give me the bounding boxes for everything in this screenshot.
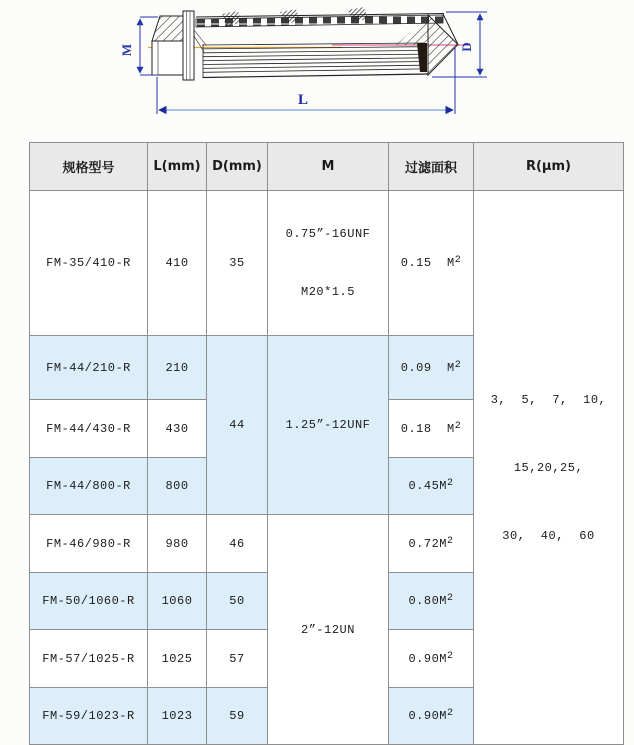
- dim-label-m: M: [119, 43, 134, 57]
- header-diameter: D(mm): [207, 143, 268, 191]
- header-thread: M: [268, 143, 389, 191]
- cell-diameter: 35: [207, 191, 268, 336]
- cell-filter-area: $0.72M^2$: [389, 515, 474, 573]
- dim-label-d: D: [459, 42, 474, 52]
- cell-length: 980: [148, 515, 207, 573]
- spec-table: [29, 142, 624, 745]
- filter-element-diagram: [0, 0, 634, 135]
- cell-model: FM-59/1023-R: [30, 688, 148, 745]
- cell-length: 430: [148, 400, 207, 458]
- cell-length: 800: [148, 458, 207, 515]
- cell-filter-area: 0.15 $M^2$: [389, 191, 474, 336]
- flange: [183, 11, 194, 80]
- cell-thread-merged: 2”-12UN: [268, 515, 389, 745]
- cell-diameter: 57: [207, 630, 268, 688]
- cell-filter-area: 0.09 $M^2$: [389, 336, 474, 400]
- cell-filter-area: 0.18 $M^2$: [389, 400, 474, 458]
- header-filter-area: 过滤面积: [389, 143, 474, 191]
- cell-model: FM-44/430-R: [30, 400, 148, 458]
- cell-model: FM-35/410-R: [30, 191, 148, 336]
- cell-filter-area: $0.45M^2$: [389, 458, 474, 515]
- cell-filter-area: $0.90M^2$: [389, 688, 474, 745]
- end-cap-left: [152, 16, 183, 75]
- header-length: L(mm): [148, 143, 207, 191]
- media-end-seal: [417, 43, 427, 72]
- cell-model: FM-44/800-R: [30, 458, 148, 515]
- cell-filter-area: $0.90M^2$: [389, 630, 474, 688]
- cell-length: 410: [148, 191, 207, 336]
- cell-model: FM-57/1025-R: [30, 630, 148, 688]
- dim-label-l: L: [297, 92, 309, 108]
- cell-diameter-merged: 44: [207, 336, 268, 515]
- header-micron-rating: R(μm): [474, 143, 624, 191]
- cell-diameter: 46: [207, 515, 268, 573]
- cell-diameter: 50: [207, 573, 268, 630]
- cell-model: FM-44/210-R: [30, 336, 148, 400]
- cell-length: 1025: [148, 630, 207, 688]
- cell-length: 210: [148, 336, 207, 400]
- cell-model: FM-46/980-R: [30, 515, 148, 573]
- cell-thread-merged: 1.25”-12UNF: [268, 336, 389, 515]
- cell-length: 1023: [148, 688, 207, 745]
- cell-diameter: 59: [207, 688, 268, 745]
- cell-micron-ratings: 3, 5, 7, 10, 15,20,25, 30, 40, 60: [474, 191, 624, 745]
- cell-thread: 0.75”-16UNF M20*1.5: [268, 191, 389, 336]
- table-header-row: [30, 143, 624, 191]
- cell-model: FM-50/1060-R: [30, 573, 148, 630]
- cell-length: 1060: [148, 573, 207, 630]
- header-model: 规格型号: [30, 143, 148, 191]
- table-row: [30, 191, 624, 336]
- cell-filter-area: $0.80M^2$: [389, 573, 474, 630]
